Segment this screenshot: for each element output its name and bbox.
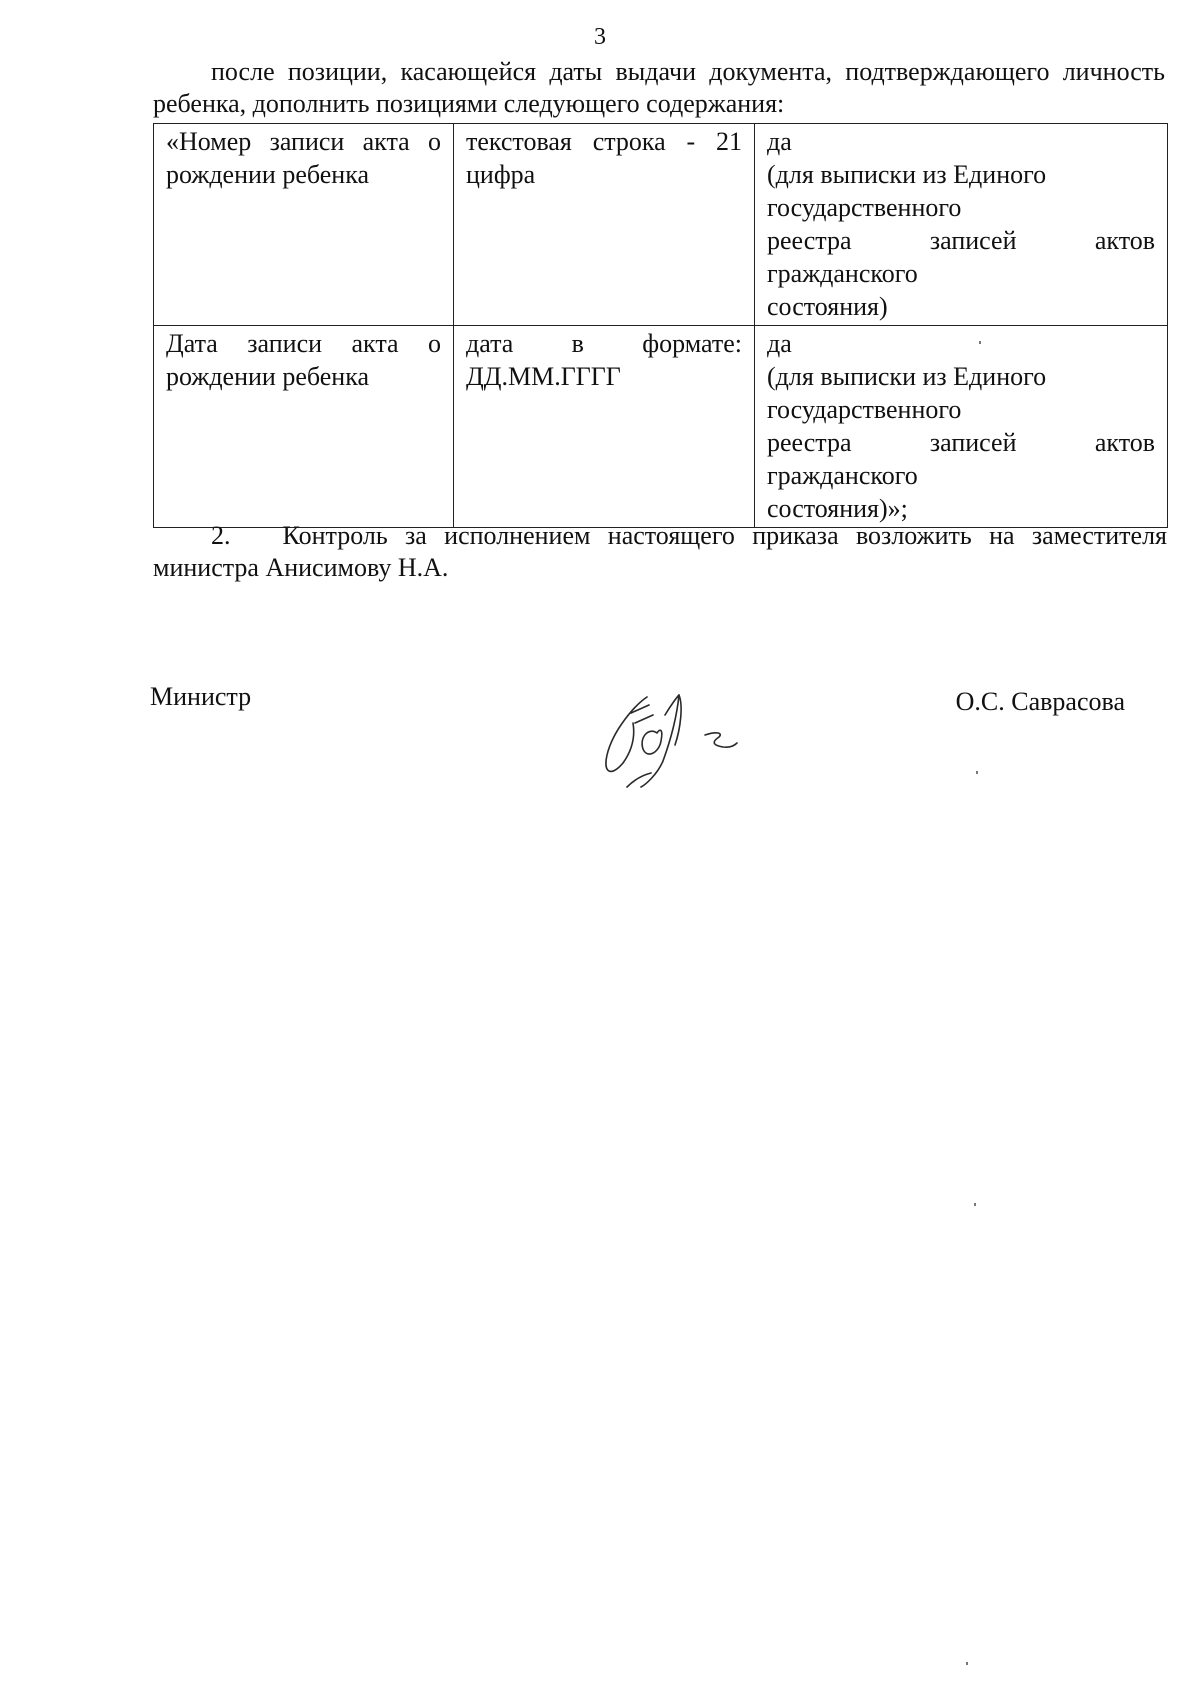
item-number: 2. xyxy=(211,521,231,550)
table-row xyxy=(154,124,1168,326)
scan-speck xyxy=(979,341,981,344)
cell-line: реестра записей актов xyxy=(767,226,1155,255)
signatory-title: Министр xyxy=(150,682,252,711)
scan-speck xyxy=(976,771,978,774)
cell-line: рождении ребенка xyxy=(166,362,369,391)
cell-line: да xyxy=(767,329,792,358)
item-text: Контроль за исполнением настоящего приказа возложить на заместителя министра Анисимову Н.А. xyxy=(153,521,1168,582)
scan-speck xyxy=(966,1662,968,1665)
item-2-paragraph xyxy=(153,520,1167,584)
table-cell-format xyxy=(454,124,755,326)
table-cell-required xyxy=(755,326,1168,528)
handwritten-signature xyxy=(595,675,795,795)
cell-line: да xyxy=(767,127,792,156)
table-row xyxy=(154,326,1168,528)
cell-line: государственного xyxy=(767,193,962,222)
intro-paragraph: после позиции, касающейся даты выдачи документа, подтверждающего личность ребенка, дополнить позициями следующего содержания: xyxy=(153,57,1165,118)
table-cell-field-name xyxy=(154,124,454,326)
scan-speck xyxy=(974,1203,976,1206)
cell-line: цифра xyxy=(466,160,536,189)
cell-line: ДД.ММ.ГГГГ xyxy=(466,362,621,391)
table-cell-format xyxy=(454,326,755,528)
cell-line: дата в формате: xyxy=(466,329,742,358)
cell-line: Дата записи акта о xyxy=(166,329,441,358)
cell-line: рождении ребенка xyxy=(166,160,369,189)
cell-line: состояния) xyxy=(767,292,888,321)
cell-line: текстовая строка - 21 xyxy=(466,127,742,156)
page-number: 3 xyxy=(594,24,606,50)
signatory-name: О.С. Саврасова xyxy=(955,687,1125,716)
cell-line: состояния)»; xyxy=(767,494,908,523)
cell-line: гражданского xyxy=(767,259,918,288)
table-cell-required xyxy=(755,124,1168,326)
positions-table xyxy=(153,123,1168,528)
cell-line: реестра записей актов xyxy=(767,428,1155,457)
cell-line: (для выписки из Единого xyxy=(767,362,1047,391)
cell-line: гражданского xyxy=(767,461,918,490)
cell-line: государственного xyxy=(767,395,962,424)
cell-line: «Номер записи акта о xyxy=(166,127,441,156)
cell-line: (для выписки из Единого xyxy=(767,160,1047,189)
table-cell-field-name xyxy=(154,326,454,528)
